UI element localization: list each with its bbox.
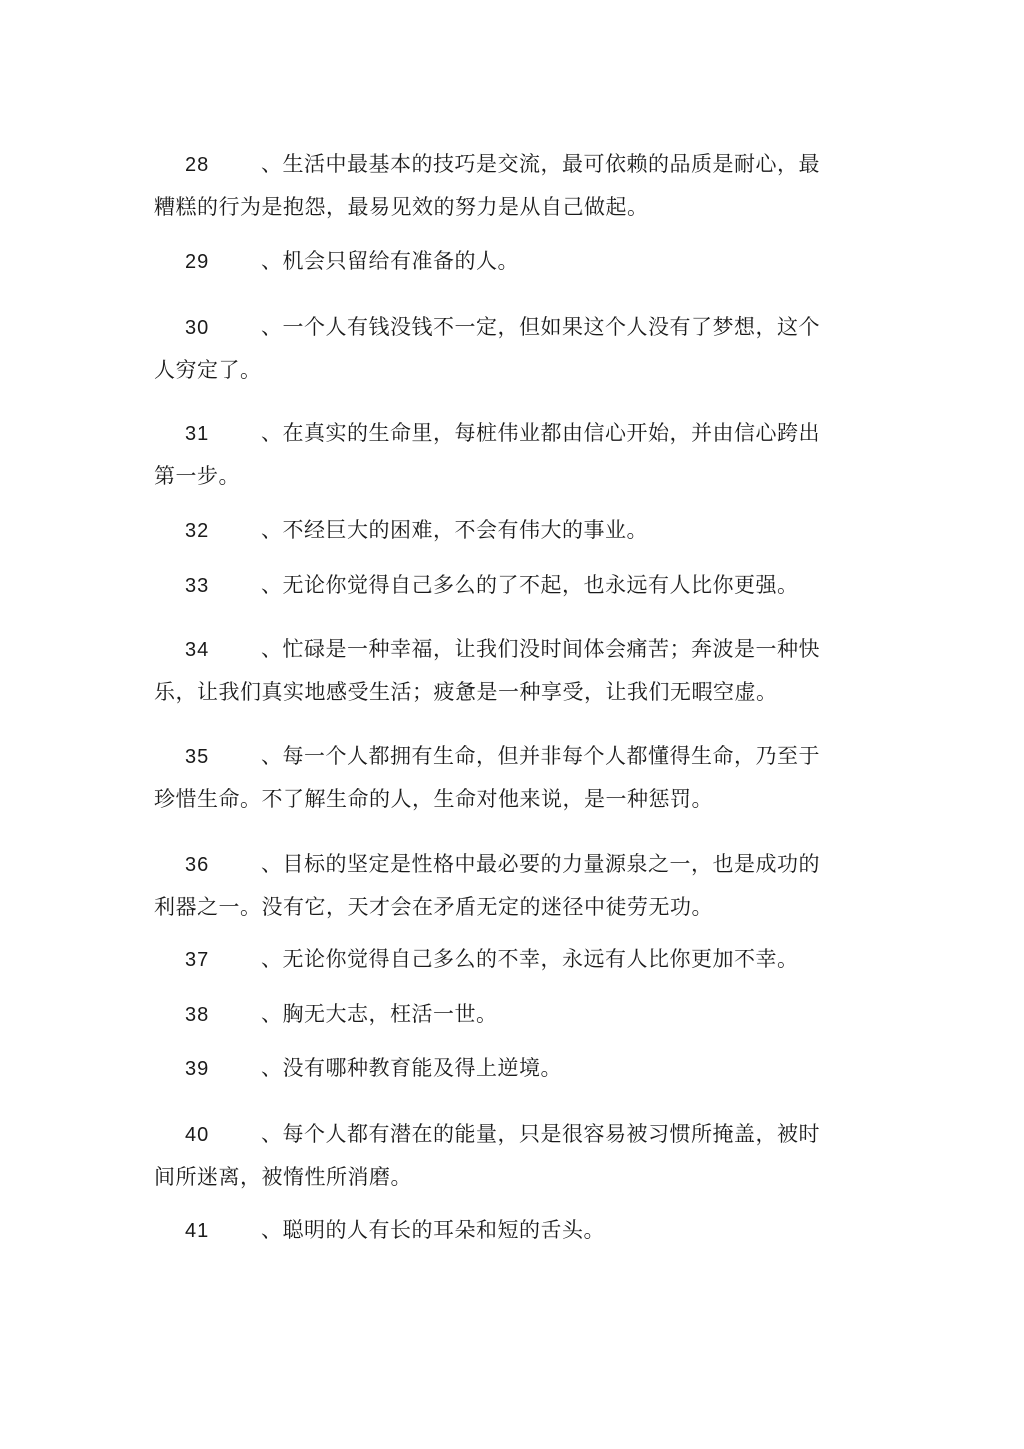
item-text: 、在真实的生命里，每桩伟业都由信心开始，并由信心跨出第一步。 <box>154 421 820 488</box>
item-text: 、聪明的人有长的耳朵和短的舌头。 <box>261 1218 605 1242</box>
item-number: 34 <box>185 639 210 661</box>
list-item <box>154 735 826 820</box>
item-text: 、机会只留给有准备的人。 <box>261 249 519 273</box>
list-item <box>154 1047 826 1090</box>
item-text: 、无论你觉得自己多么的了不起，也永远有人比你更强。 <box>261 573 799 597</box>
list-item <box>154 240 826 283</box>
item-text: 、没有哪种教育能及得上逆境。 <box>261 1056 562 1080</box>
item-text: 、无论你觉得自己多么的不幸，永远有人比你更加不幸。 <box>261 947 799 971</box>
item-text: 、目标的坚定是性格中最必要的力量源泉之一，也是成功的利器之一。没有它，天才会在矛盾无定的迷径中徒劳无功。 <box>154 852 820 919</box>
item-number: 41 <box>185 1220 210 1242</box>
item-number: 33 <box>185 575 210 597</box>
item-number: 36 <box>185 854 210 876</box>
list-item <box>154 306 826 391</box>
item-number: 32 <box>185 520 210 542</box>
list-item <box>154 143 826 228</box>
item-number: 40 <box>185 1124 210 1146</box>
list-item <box>154 993 826 1036</box>
item-number: 31 <box>185 423 210 445</box>
item-text: 、每一个人都拥有生命，但并非每个人都懂得生命，乃至于珍惜生命。不了解生命的人，生命对他来说，是一种惩罚。 <box>154 744 820 811</box>
item-number: 35 <box>185 746 210 768</box>
list-item <box>154 843 826 928</box>
item-text: 、胸无大志，枉活一世。 <box>261 1002 498 1026</box>
item-number: 28 <box>185 154 210 176</box>
item-text: 、忙碌是一种幸福，让我们没时间体会痛苦；奔波是一种快乐，让我们真实地感受生活；疲惫是一种享受，让我们无暇空虚。 <box>154 637 820 704</box>
list-item <box>154 509 826 552</box>
list-item <box>154 564 826 607</box>
item-text: 、生活中最基本的技巧是交流，最可依赖的品质是耐心，最糟糕的行为是抱怨，最易见效的努力是从自己做起。 <box>154 152 820 219</box>
item-number: 29 <box>185 251 210 273</box>
item-number: 37 <box>185 949 210 971</box>
list-item <box>154 1113 826 1198</box>
list-item <box>154 938 826 981</box>
item-text: 、一个人有钱没钱不一定，但如果这个人没有了梦想，这个人穷定了。 <box>154 315 820 382</box>
list-item <box>154 628 826 713</box>
item-number: 30 <box>185 317 210 339</box>
list-item <box>154 412 826 497</box>
item-text: 、不经巨大的困难，不会有伟大的事业。 <box>261 518 648 542</box>
item-text: 、每个人都有潜在的能量，只是很容易被习惯所掩盖，被时间所迷离，被惰性所消磨。 <box>154 1122 820 1189</box>
item-number: 39 <box>185 1058 210 1080</box>
list-item <box>154 1209 826 1252</box>
item-number: 38 <box>185 1004 210 1026</box>
